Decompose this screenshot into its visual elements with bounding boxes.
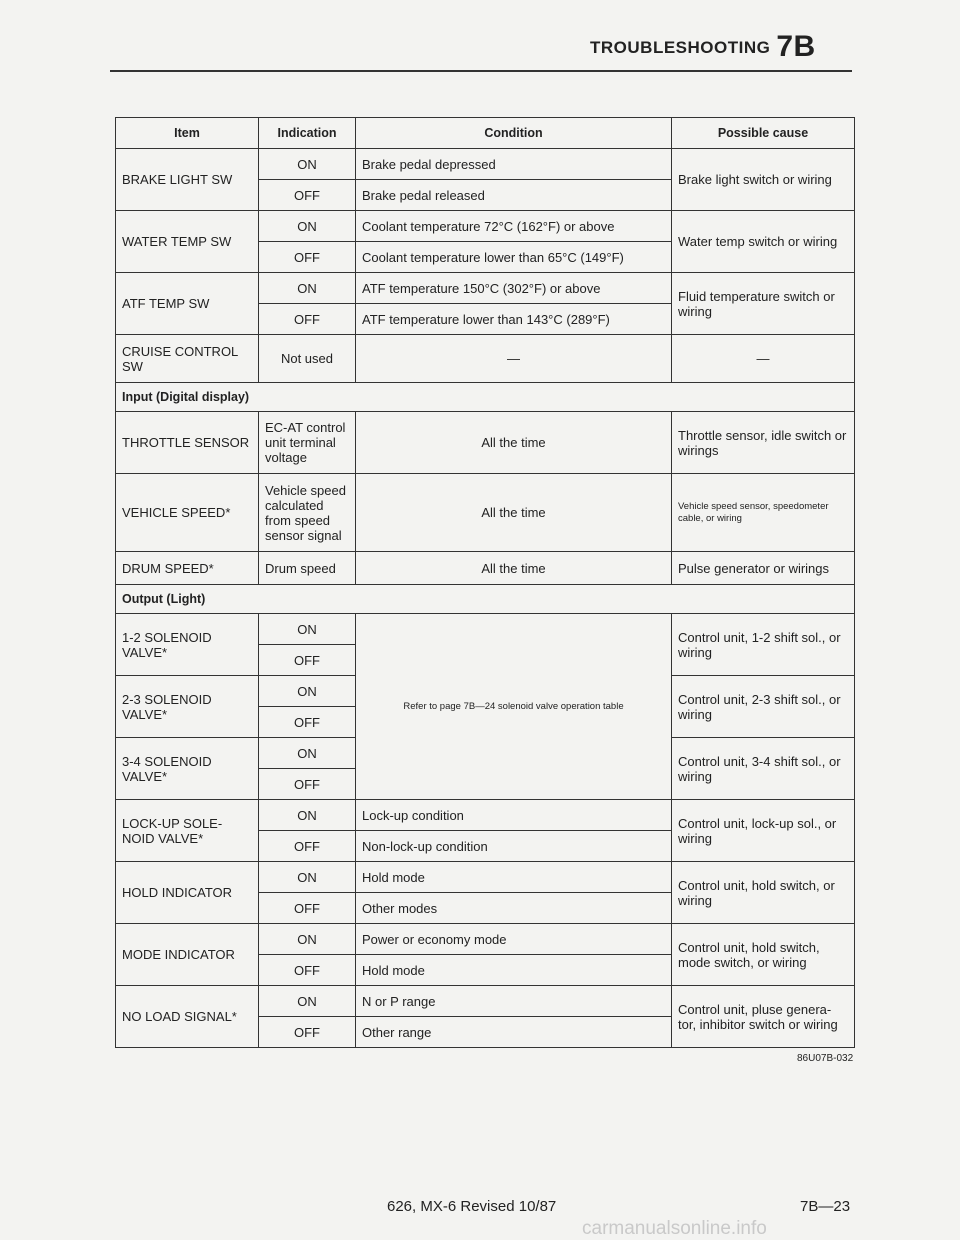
item-cell: CRUISE CONTROL SW	[116, 335, 259, 383]
indication-off: OFF	[259, 893, 356, 924]
item-cell: VEHICLE SPEED*	[116, 474, 259, 552]
section-title: Input (Digital display)	[116, 383, 855, 412]
indication-off: OFF	[259, 645, 356, 676]
section-title: Output (Light)	[116, 585, 855, 614]
indication-off: OFF	[259, 955, 356, 986]
troubleshooting-table	[115, 117, 855, 1048]
table-row	[116, 474, 855, 552]
cause-cell: Pulse generator or wirings	[672, 552, 855, 585]
indication-off: OFF	[259, 304, 356, 335]
indication-off: OFF	[259, 707, 356, 738]
section-row	[116, 383, 855, 412]
table-row	[116, 862, 855, 893]
indication-on: ON	[259, 273, 356, 304]
condition-cell: Non-lock-up condition	[356, 831, 672, 862]
condition-cell: —	[356, 335, 672, 383]
header-rule	[110, 70, 852, 72]
table-row	[116, 149, 855, 180]
item-cell: THROTTLE SENSOR	[116, 412, 259, 474]
condition-cell: All the time	[356, 552, 672, 585]
condition-cell: ATF temperature lower than 143°C (289°F)	[356, 304, 672, 335]
indication-off: OFF	[259, 831, 356, 862]
indication-cell: EC-AT control unit terminal voltage	[259, 412, 356, 474]
condition-cell: Brake pedal released	[356, 180, 672, 211]
item-cell: DRUM SPEED*	[116, 552, 259, 585]
indication-on: ON	[259, 862, 356, 893]
indication-on: ON	[259, 986, 356, 1017]
table-row	[116, 924, 855, 955]
indication-on: ON	[259, 211, 356, 242]
cause-cell: Throttle sensor, idle switch or wirings	[672, 412, 855, 474]
figure-code: 86U07B-032	[797, 1053, 854, 1064]
cause-cell: Control unit, pluse genera-tor, inhibitor switch or wiring	[672, 986, 855, 1048]
solenoid-condition-cell: Refer to page 7B—24 solenoid valve operation table	[356, 614, 672, 800]
item-cell: 2-3 SOLENOID VALVE*	[116, 676, 259, 738]
cause-cell: Water temp switch or wiring	[672, 211, 855, 273]
condition-cell: Lock-up condition	[356, 800, 672, 831]
cause-cell: Control unit, hold switch, mode switch, or wiring	[672, 924, 855, 986]
col-indication: Indication	[259, 118, 356, 149]
indication-off: OFF	[259, 1017, 356, 1048]
chapter-number: 7B	[776, 30, 816, 63]
condition-cell: Brake pedal depressed	[356, 149, 672, 180]
col-item: Item	[116, 118, 259, 149]
cause-cell: Control unit, hold switch, or wiring	[672, 862, 855, 924]
indication-on: ON	[259, 676, 356, 707]
cause-cell: Control unit, lock-up sol., or wiring	[672, 800, 855, 862]
table-row	[116, 614, 855, 645]
condition-cell: Hold mode	[356, 955, 672, 986]
condition-cell: Hold mode	[356, 862, 672, 893]
item-cell: 3-4 SOLENOID VALVE*	[116, 738, 259, 800]
watermark: carmanualsonline.info	[582, 1218, 767, 1239]
indication-cell: Vehicle speed calculated from speed sensor signal	[259, 474, 356, 552]
table-row	[116, 412, 855, 474]
indication-off: OFF	[259, 769, 356, 800]
condition-cell: Other range	[356, 1017, 672, 1048]
table-row	[116, 211, 855, 242]
page-number: 7B—23	[800, 1198, 851, 1215]
indication-on: ON	[259, 924, 356, 955]
cause-cell: Fluid temperature switch or wiring	[672, 273, 855, 335]
condition-cell: Coolant temperature lower than 65°C (149°F)	[356, 242, 672, 273]
condition-cell: N or P range	[356, 986, 672, 1017]
condition-cell: Power or economy mode	[356, 924, 672, 955]
condition-cell: Coolant temperature 72°C (162°F) or above	[356, 211, 672, 242]
indication-on: ON	[259, 614, 356, 645]
section-row	[116, 585, 855, 614]
footer-model: 626, MX-6 Revised 10/87	[387, 1198, 557, 1215]
item-cell: NO LOAD SIGNAL*	[116, 986, 259, 1048]
table-row	[116, 986, 855, 1017]
table-row	[116, 273, 855, 304]
indication-on: ON	[259, 738, 356, 769]
table-row	[116, 335, 855, 383]
item-cell: WATER TEMP SW	[116, 211, 259, 273]
cause-cell: Control unit, 2-3 shift sol., or wiring	[672, 676, 855, 738]
condition-cell: All the time	[356, 412, 672, 474]
indication-on: ON	[259, 149, 356, 180]
indication-cell: Drum speed	[259, 552, 356, 585]
condition-cell: ATF temperature 150°C (302°F) or above	[356, 273, 672, 304]
indication-off: OFF	[259, 242, 356, 273]
table-row	[116, 552, 855, 585]
table-header-row	[116, 118, 855, 149]
cause-cell: Brake light switch or wiring	[672, 149, 855, 211]
cause-cell: Control unit, 1-2 shift sol., or wiring	[672, 614, 855, 676]
indication-cell: Not used	[259, 335, 356, 383]
item-cell: HOLD INDICATOR	[116, 862, 259, 924]
item-cell: MODE INDICATOR	[116, 924, 259, 986]
condition-cell: Other modes	[356, 893, 672, 924]
col-possible-cause: Possible cause	[672, 118, 855, 149]
item-cell: 1-2 SOLENOID VALVE*	[116, 614, 259, 676]
item-cell: ATF TEMP SW	[116, 273, 259, 335]
header-title: TROUBLESHOOTING	[590, 38, 771, 57]
item-cell: LOCK-UP SOLE-NOID VALVE*	[116, 800, 259, 862]
col-condition: Condition	[356, 118, 672, 149]
table-row	[116, 800, 855, 831]
indication-off: OFF	[259, 180, 356, 211]
indication-on: ON	[259, 800, 356, 831]
cause-cell: —	[672, 335, 855, 383]
cause-cell: Control unit, 3-4 shift sol., or wiring	[672, 738, 855, 800]
item-cell: BRAKE LIGHT SW	[116, 149, 259, 211]
condition-cell: All the time	[356, 474, 672, 552]
page-header	[590, 30, 816, 64]
cause-cell: Vehicle speed sensor, speedometer cable, or wiring	[672, 474, 855, 552]
